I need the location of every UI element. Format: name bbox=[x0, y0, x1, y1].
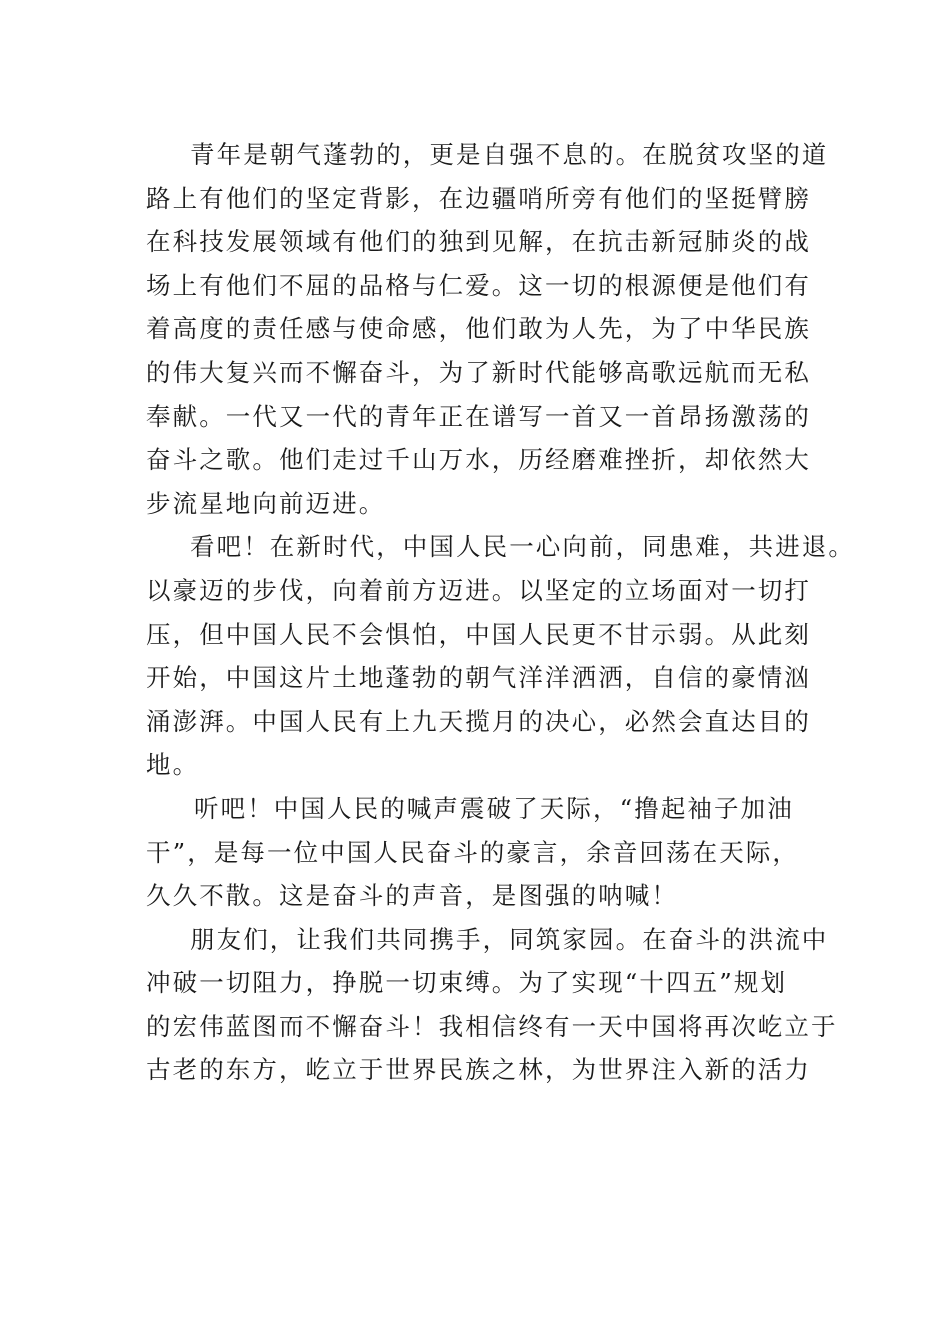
paragraph-line: 古老的东方，屹立于世界民族之林，为世界注入新的活力 bbox=[146, 1055, 811, 1085]
paragraph-line: 场上有他们不屈的品格与仁爱。这一切的根源便是他们有 bbox=[146, 270, 811, 300]
paragraph-line: 步流星地向前迈进。 bbox=[146, 488, 386, 518]
paragraph-line: 的伟大复兴而不懈奋斗，为了新时代能够高歌远航而无私 bbox=[146, 357, 811, 387]
paragraph-line: 在科技发展领域有他们的独到见解，在抗击新冠肺炎的战 bbox=[146, 227, 811, 257]
paragraph-line: 青年是朝气蓬勃的，更是自强不息的。在脱贫攻坚的道 bbox=[190, 140, 829, 169]
paragraph-line: 地。 bbox=[146, 750, 200, 780]
paragraph-line: 以豪迈的步伐，向着前方迈进。以坚定的立场面对一切打 bbox=[146, 575, 811, 605]
paragraph-line: 久久不散。这是奋斗的声音，是图强的呐喊！ bbox=[146, 881, 678, 911]
paragraph-line: 着高度的责任感与使命感，他们敢为人先，为了中华民族 bbox=[146, 314, 811, 344]
paragraph-line: 压，但中国人民不会惧怕，中国人民更不甘示弱。从此刻 bbox=[146, 619, 811, 649]
document-body bbox=[146, 133, 855, 1092]
paragraph-look bbox=[146, 525, 855, 787]
paragraph-friends bbox=[146, 918, 838, 1092]
paragraph-line: 的宏伟蓝图而不懈奋斗！我相信终有一天中国将再次屹立于 bbox=[146, 1011, 838, 1041]
paragraph-line: 开始，中国这片土地蓬勃的朝气洋洋洒洒，自信的豪情汹 bbox=[146, 663, 811, 693]
paragraph-line: 奉献。一代又一代的青年正在谱写一首又一首昂扬激荡的 bbox=[146, 401, 811, 431]
paragraph-youth bbox=[146, 133, 829, 525]
paragraph-line: 干”，是每一位中国人民奋斗的豪言，余音回荡在天际， bbox=[146, 837, 800, 867]
paragraph-line: 奋斗之歌。他们走过千山万水，历经磨难挫折，却依然大 bbox=[146, 445, 811, 475]
paragraph-line: 涌澎湃。中国人民有上九天揽月的决心，必然会直达目的 bbox=[146, 706, 811, 736]
paragraph-line: 看吧！在新时代，中国人民一心向前，同患难，共进退。 bbox=[190, 532, 855, 562]
paragraph-line: 朋友们，让我们共同携手，同筑家园。在奋斗的洪流中 bbox=[190, 924, 829, 954]
paragraph-line: 冲破一切阻力，挣脱一切束缚。为了实现“十四五”规划 bbox=[146, 968, 788, 998]
paragraph-line: 听吧！中国人民的喊声震破了天际，“撸起袖子加油 bbox=[194, 793, 794, 823]
paragraph-listen bbox=[146, 787, 826, 918]
paragraph-line: 路上有他们的坚定背影，在边疆哨所旁有他们的坚挺臂膀 bbox=[146, 183, 811, 213]
